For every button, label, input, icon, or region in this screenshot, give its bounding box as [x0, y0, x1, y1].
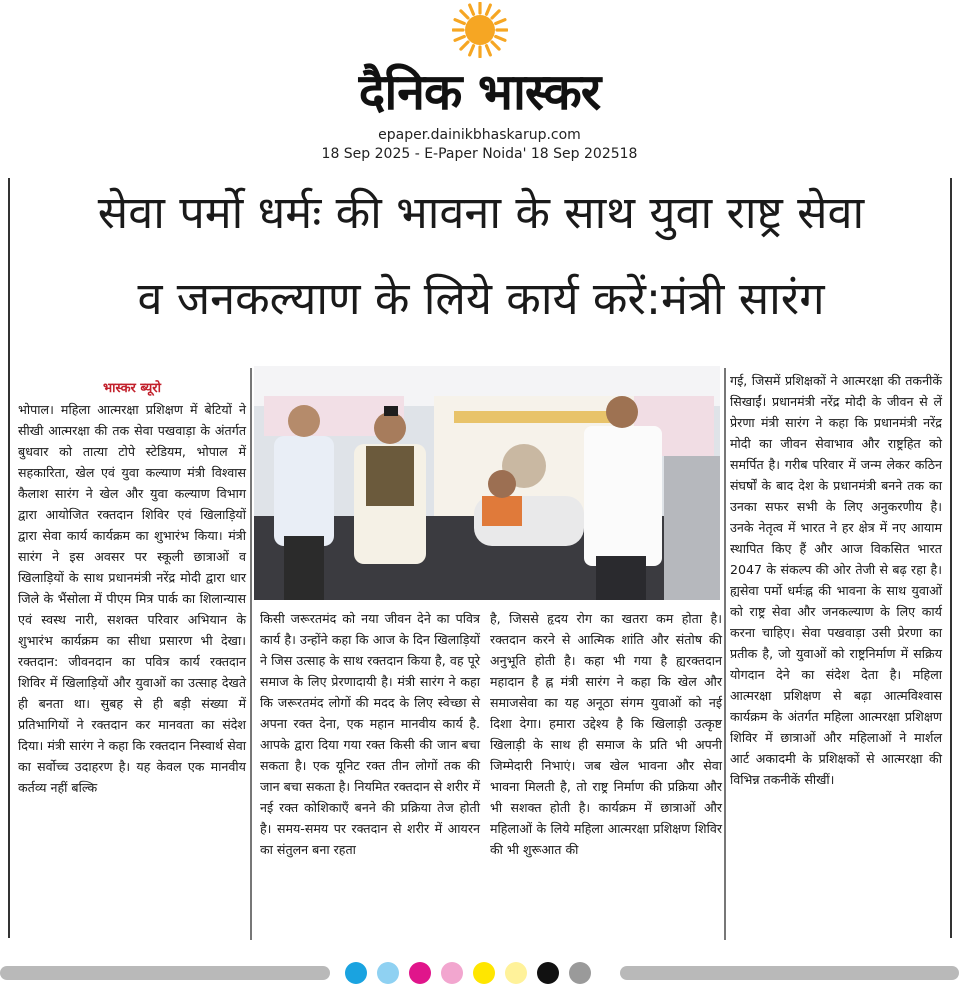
news-article [8, 178, 952, 946]
color-registration-bar [0, 958, 959, 988]
registration-dot [569, 962, 591, 984]
sun-ray [492, 11, 499, 18]
article-border-left [8, 178, 10, 938]
sun-ray [487, 46, 491, 55]
registration-dot [537, 962, 559, 984]
registration-dot [377, 962, 399, 984]
photo-illustration [254, 366, 720, 600]
sun-ray [455, 37, 464, 41]
article-column-3: है, जिससे हृदय रोग का खतरा कम होता है। रक्तदान करने से आत्मिक शांति और संतोष की अनुभूति होती है। कहा भी गया है ह्यरक्तदान महादान है ह्न मंत्री सारंग ने कहा कि खेल और समाजसेवा का यह अनूठा संगम युवाओं को नई दिशा देगा। हमारा उद्देश्य है कि खिलाड़ी उत्कृष्ट खिलाड़ी के साथ ही समाज के प्रति भी अपनी जिम्मेदारी निभाएं। जब खेल भावना और सेवा भावना मिलती है, तो राष्ट्र निर्माण की प्रक्रिया और भी सशक्त होती है। कार्यक्रम में छात्राओं और महिलाओं के लिये महिला आत्मरक्षा प्रशिक्षण शिविर की भी शुरूआत की [490, 611, 722, 857]
news-photo [254, 366, 720, 600]
sun-ray [455, 20, 464, 24]
byline: भास्कर ब्यूरो [103, 381, 161, 396]
article-border-right [950, 178, 952, 938]
sun-ray [461, 11, 468, 18]
sun-ray [496, 20, 505, 24]
sun-ray [470, 5, 474, 14]
registration-dot [473, 962, 495, 984]
headline-line-2: व जनकल्याण के लिये कार्य करें:मंत्री सारंग [137, 272, 825, 325]
sun-ray [487, 5, 491, 14]
column-divider [724, 368, 726, 940]
sun-logo-icon [452, 2, 508, 58]
column-1-text: भोपाल। महिला आत्मरक्षा प्रशिक्षण में बेटियों ने सीखी आत्मरक्षा की तक सेवा पखवाड़ा के अंतर्गत बुधवार को तात्या टोपे स्टेडियम, भोपाल में सहकारिता, खेल एवं युवा कल्याण मंत्री विश्वास कैलाश सारंग ने खेल और युवा कल्याण विभाग द्वारा आयोजित रक्तदान शिविर एवं खिलाड़ियों द्वारा सेवा कार्य कार्यक्रम का शुभारंभ किया। मंत्री सारंग ने इस अवसर पर स्कूली छात्राओं व खिलाड़ियों के साथ प्रधानमंत्री नरेंद्र मोदी द्वारा धार जिले के भैंसोला में पीएम मित्र पार्क का शिलान्यास एवं स्वस्थ नारी, सशक्त परिवार अभियान के शुभारंभ कार्यक्रम का सीधा प्रसारण भी देखा। रक्तदान: जीवनदान का पवित्र कार्य रक्तदान शिविर में खिलाड़ियों और युवाओं का उत्साह देखते ही बनता था। सुबह से ही बड़ी संख्या में प्रतिभागियों ने रक्तदान कर मानवता का संदेश दिया। मंत्री सारंग ने कहा कि रक्तदान निस्वार्थ सेवा का सर्वोच्च उदाहरण है। यह केवल एक मानवीय कर्तव्य नहीं बल्कि [18, 402, 246, 795]
sun-ray [492, 42, 499, 49]
registration-strip-right [620, 966, 959, 980]
sun-ray [496, 37, 505, 41]
sun-ray [461, 42, 468, 49]
column-divider [250, 368, 252, 940]
registration-strip-left [0, 966, 330, 980]
article-column-1 [18, 378, 246, 798]
headline-line-1: सेवा पर्मो धर्मः की भावना के साथ युवा राष्ट्र सेवा [97, 186, 865, 239]
registration-dot [409, 962, 431, 984]
registration-dot [345, 962, 367, 984]
brand-title: दैनिक भास्कर [358, 63, 601, 121]
epaper-url[interactable]: epaper.dainikbhaskarup.com [378, 127, 581, 143]
article-column-4: गई, जिसमें प्रशिक्षकों ने आत्मरक्षा की तकनीकें सिखाईं। प्रधानमंत्री नरेंद्र मोदी के जीवन से लें प्रेरणा मंत्री सारंग ने कहा कि प्रधानमंत्री नरेंद्र मोदी का जीवन सेवाभाव और राष्ट्रहित को समर्पित है। गरीब परिवार में जन्म लेकर कठिन संघर्षों के बाद देश के प्रधानमंत्री बनने तक का उनका सफर सभी के लिए अनुकरणीय है। उनके नेतृत्व में भारत ने हर क्षेत्र में नए आयाम स्थापित किए हैं और आज विकसित भारत 2047 के संकल्प की ओर तेजी से बढ़ रहा है। ह्यसेवा पर्मो धर्मःह्न की भावना के साथ युवाओं को राष्ट्र सेवा और जनकल्याण के लिए कार्य करना चाहिए। सेवा पखवाड़ा उसी प्रेरणा का प्रतीक है, जो युवाओं को राष्ट्रनिर्माण में सक्रिय योगदान देने का संदेश देता है। महिला आत्मरक्षा प्रशिक्षण से बढ़ा आत्मविश्वास कार्यक्रम के अंतर्गत महिला आत्मरक्षा प्रशिक्षण शिविर में छात्राओं और महिलाओं ने मार्शल आर्ट अकादमी के प्रशिक्षकों से आत्मरक्षा की विभिन्न तकनीकें सीखीं। [730, 373, 942, 787]
masthead [0, 0, 959, 170]
registration-dot [441, 962, 463, 984]
sun-ray [470, 46, 474, 55]
article-column-2: किसी जरूरतमंद को नया जीवन देने का पवित्र कार्य है। उन्होंने कहा कि आज के दिन खिलाड़ियों ने जिस उत्साह के साथ रक्तदान किया है, वह पूरे समाज के लिए प्रेरणादायी है। मंत्री सारंग ने कहा कि जरूरतमंद लोगों की मदद के लिए स्वेच्छा से अपना रक्त देना, एक महान मानवीय कार्य है. आपके द्वारा दिया गया रक्त किसी की जान बचा सकता है। एक यूनिट रक्त तीन लोगों तक की जान बचा सकता है। नियमित रक्तदान से शरीर में नई रक्त कोशिकाएँ बनने की प्रक्रिया तेज होती है। समय-समय पर रक्तदान से शरीर में आयरन का संतुलन बना रहता [260, 611, 480, 857]
edition-dateline: 18 Sep 2025 - E-Paper Noida' 18 Sep 202518 [321, 146, 638, 162]
registration-dot [505, 962, 527, 984]
